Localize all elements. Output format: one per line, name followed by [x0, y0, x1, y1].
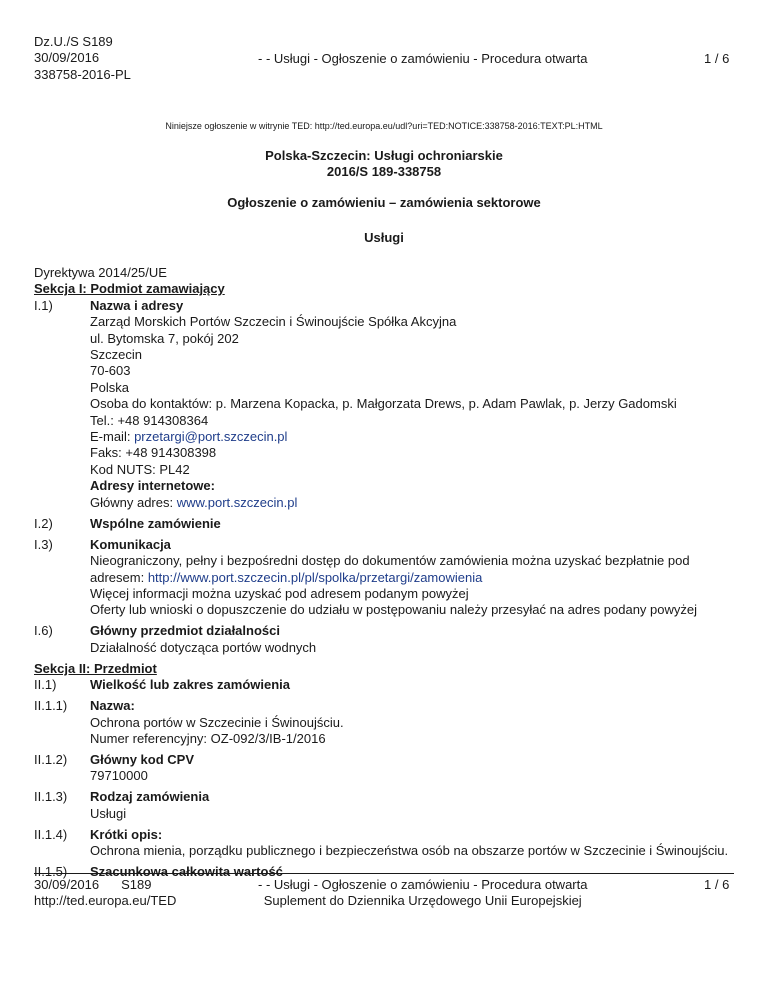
footer-center [258, 877, 587, 910]
section-i6 [34, 623, 734, 656]
header-title: - - Usługi - Ogłoszenie o zamówieniu - Procedura otwarta [258, 51, 588, 66]
phone: Tel.: +48 914308364 [90, 412, 209, 428]
internet-addresses-label: Adresy internetowe: [90, 478, 215, 494]
section-1-heading: Sekcja I: Podmiot zamawiający [34, 281, 225, 297]
section-label: Główny przedmiot działalności [90, 623, 280, 639]
header-oj-ref: Dz.U./S S189 [34, 34, 113, 49]
notice-subtitle: Ogłoszenie o zamówieniu – zamówienia sektorowe [227, 195, 541, 210]
section-number: I.1) [34, 297, 53, 313]
email-link[interactable]: przetargi@port.szczecin.pl [134, 429, 288, 445]
section-label: Wielkość lub zakres zamówienia [90, 677, 291, 693]
section-label: Rodzaj zamówienia [90, 789, 210, 805]
documents-address-line: adresem: http://www.port.szczecin.pl/pl/spolka/przetargi/zamowienia [90, 569, 483, 585]
footer-divider [34, 873, 734, 874]
ted-notice-link[interactable]: Niniejsze ogłoszenie w witrynie TED: http://ted.europa.eu/udl?uri=TED:NOTICE:338758-2016:TEXT:PL:HTML [165, 121, 603, 131]
submission-text: Oferty lub wnioski o dopuszczenie do udziału w postępowaniu należy przesyłać na adres podany powyżej [90, 602, 698, 618]
org-name: Zarząd Morskich Portów Szczecin i Świnoujście Spółka Akcyjna [90, 314, 457, 330]
section-label: Główny kod CPV [90, 751, 195, 767]
section-label: Komunikacja [90, 536, 171, 552]
header-page-number: 1 / 6 [704, 51, 730, 66]
nuts-code: Kod NUTS: PL42 [90, 461, 190, 477]
main-address-line: Główny adres: www.port.szczecin.pl [90, 494, 298, 510]
section-number: II.1) [34, 677, 57, 693]
contact-persons: Osoba do kontaktów: p. Marzena Kopacka, p. Małgorzata Drews, p. Adam Pawlak, p. Jerzy Gadomski [90, 396, 677, 412]
footer-url[interactable]: http://ted.europa.eu/TED [34, 893, 177, 909]
document-body [34, 265, 734, 881]
section-number: II.1.5) [34, 864, 68, 880]
contract-name: Ochrona portów w Szczecinie i Świnoujściu. [90, 714, 344, 730]
section-label: Krótki opis: [90, 826, 163, 842]
street: ul. Bytomska 7, pokój 202 [90, 330, 239, 346]
reference-number: Numer referencyjny: OZ-092/3/IB-1/2016 [90, 730, 326, 746]
section-label: Nazwa: [90, 698, 135, 714]
header-doc-info [34, 34, 131, 83]
more-info-text: Więcej informacji można uzyskać pod adresem podanym powyżej [90, 585, 469, 601]
section-number: I.6) [34, 623, 53, 639]
city: Szczecin [90, 347, 143, 363]
section-ii11 [34, 698, 734, 747]
section-ii12 [34, 752, 734, 785]
cpv-code: 79710000 [90, 768, 148, 784]
header-doc-number: 338758-2016-PL [34, 66, 131, 82]
short-description: Ochrona mienia, porządku publicznego i bezpieczeństwa osób na obszarze portów w Szczecinie i Świnoujściu. [90, 843, 729, 859]
section-label: Szacunkowa całkowita wartość [90, 864, 283, 880]
section-label: Nazwa i adresy [90, 297, 184, 313]
notice-type: Usługi [364, 230, 404, 245]
section-number: II.1.4) [34, 826, 68, 842]
section-i1 [34, 298, 734, 511]
header-date: 30/09/2016 [34, 50, 100, 66]
communication-text: Nieograniczony, pełny i bezpośredni dostęp do dokumentów zamówienia można uzyskać bezpłatnie pod [90, 553, 690, 569]
section-ii13 [34, 789, 734, 822]
section-i3 [34, 537, 734, 619]
footer-left [34, 877, 176, 910]
section-label: Wspólne zamówienie [90, 515, 221, 531]
email-line: E-mail: przetargi@port.szczecin.pl [90, 429, 288, 445]
notice-title: Polska-Szczecin: Usługi ochroniarskie [265, 148, 503, 163]
main-activity: Działalność dotycząca portów wodnych [90, 639, 317, 655]
section-number: I.2) [34, 515, 53, 531]
footer-supplement: Suplement do Dziennika Urzędowego Unii Europejskiej [263, 893, 582, 909]
section-number: II.1.3) [34, 789, 68, 805]
footer-title: - - Usługi - Ogłoszenie o zamówieniu - Procedura otwarta [258, 877, 588, 892]
footer-code: S189 [121, 877, 152, 892]
section-2-heading: Sekcja II: Przedmiot [34, 660, 157, 676]
section-number: II.1.1) [34, 698, 68, 714]
footer-page-number: 1 / 6 [704, 877, 730, 892]
section-i2 [34, 516, 734, 532]
section-number: II.1.2) [34, 751, 68, 767]
footer-date: 30/09/2016 [34, 877, 100, 892]
postcode: 70-603 [90, 363, 131, 379]
contract-type: Usługi [90, 805, 127, 821]
documents-link[interactable]: http://www.port.szczecin.pl/pl/spolka/przetargi/zamowienia [147, 569, 483, 585]
section-number: I.3) [34, 536, 53, 552]
section-ii1 [34, 677, 734, 693]
main-address-link[interactable]: www.port.szczecin.pl [176, 494, 298, 510]
country: Polska [90, 379, 130, 395]
notice-number: 2016/S 189-338758 [326, 164, 442, 179]
directive: Dyrektywa 2014/25/UE [34, 265, 167, 280]
section-ii14 [34, 827, 734, 860]
fax: Faks: +48 914308398 [90, 445, 217, 461]
